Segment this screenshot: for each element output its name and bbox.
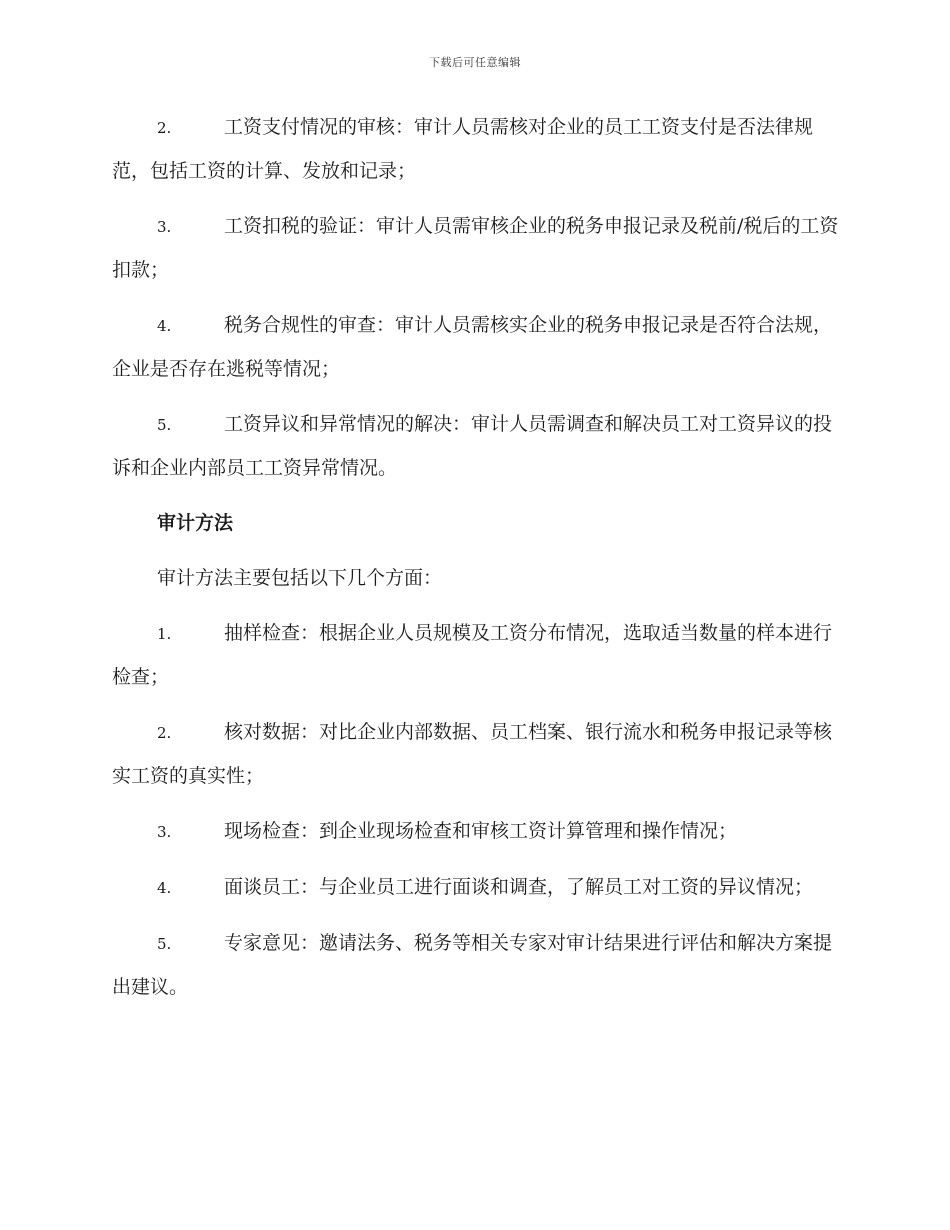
list-item-number: 1. [157, 625, 172, 643]
list-item [112, 403, 840, 490]
section-heading: 审计方法 [157, 512, 234, 534]
list-item-text: 现场检查：到企业现场检查和审核工资计算管理和操作情况； [224, 820, 738, 842]
list-item-text: 税务合规性的审查：审计人员需核实企业的税务申报记录是否符合法规，企业是否存在逃税等情况； [112, 314, 833, 380]
list-item-text: 工资异议和异常情况的解决：审计人员需调查和解决员工对工资异议的投诉和企业内部员工工资异常情况。 [112, 413, 833, 479]
list-item-text: 抽样检查：根据企业人员规模及工资分布情况，选取适当数量的样本进行检查； [112, 622, 833, 688]
list-item-text: 专家意见：邀请法务、税务等相关专家对审计结果进行评估和解决方案提出建议。 [112, 932, 833, 998]
list-item [112, 304, 840, 391]
document-body [112, 106, 840, 1021]
list-item-number: 4. [157, 317, 172, 335]
list-item-number: 2. [157, 119, 172, 137]
list-item [112, 810, 840, 854]
section-intro: 审计方法主要包括以下几个方面： [157, 567, 443, 589]
list-item [112, 922, 840, 1009]
list-item [112, 866, 840, 910]
list-item [112, 612, 840, 699]
list-item-text: 核对数据：对比企业内部数据、员工档案、银行流水和税务申报记录等核实工资的真实性； [112, 721, 833, 787]
list-item-text: 工资支付情况的审核：审计人员需核对企业的员工工资支付是否法律规范，包括工资的计算、发放和记录； [112, 116, 814, 182]
list-item [112, 711, 840, 798]
page-header: 下载后可任意编辑 [429, 56, 521, 69]
list-item-number: 5. [157, 416, 172, 434]
list-item-number: 4. [157, 879, 172, 897]
list-item-number: 3. [157, 218, 172, 236]
list-item-text: 工资扣税的验证：审计人员需审核企业的税务申报记录及税前/税后的工资扣款； [112, 215, 839, 281]
list-item [112, 106, 840, 193]
list-item-number: 2. [157, 724, 172, 742]
list-item [112, 205, 840, 292]
list-item-text: 面谈员工：与企业员工进行面谈和调查，了解员工对工资的异议情况； [224, 876, 814, 898]
list-item-number: 5. [157, 935, 172, 953]
list-item-number: 3. [157, 823, 172, 841]
